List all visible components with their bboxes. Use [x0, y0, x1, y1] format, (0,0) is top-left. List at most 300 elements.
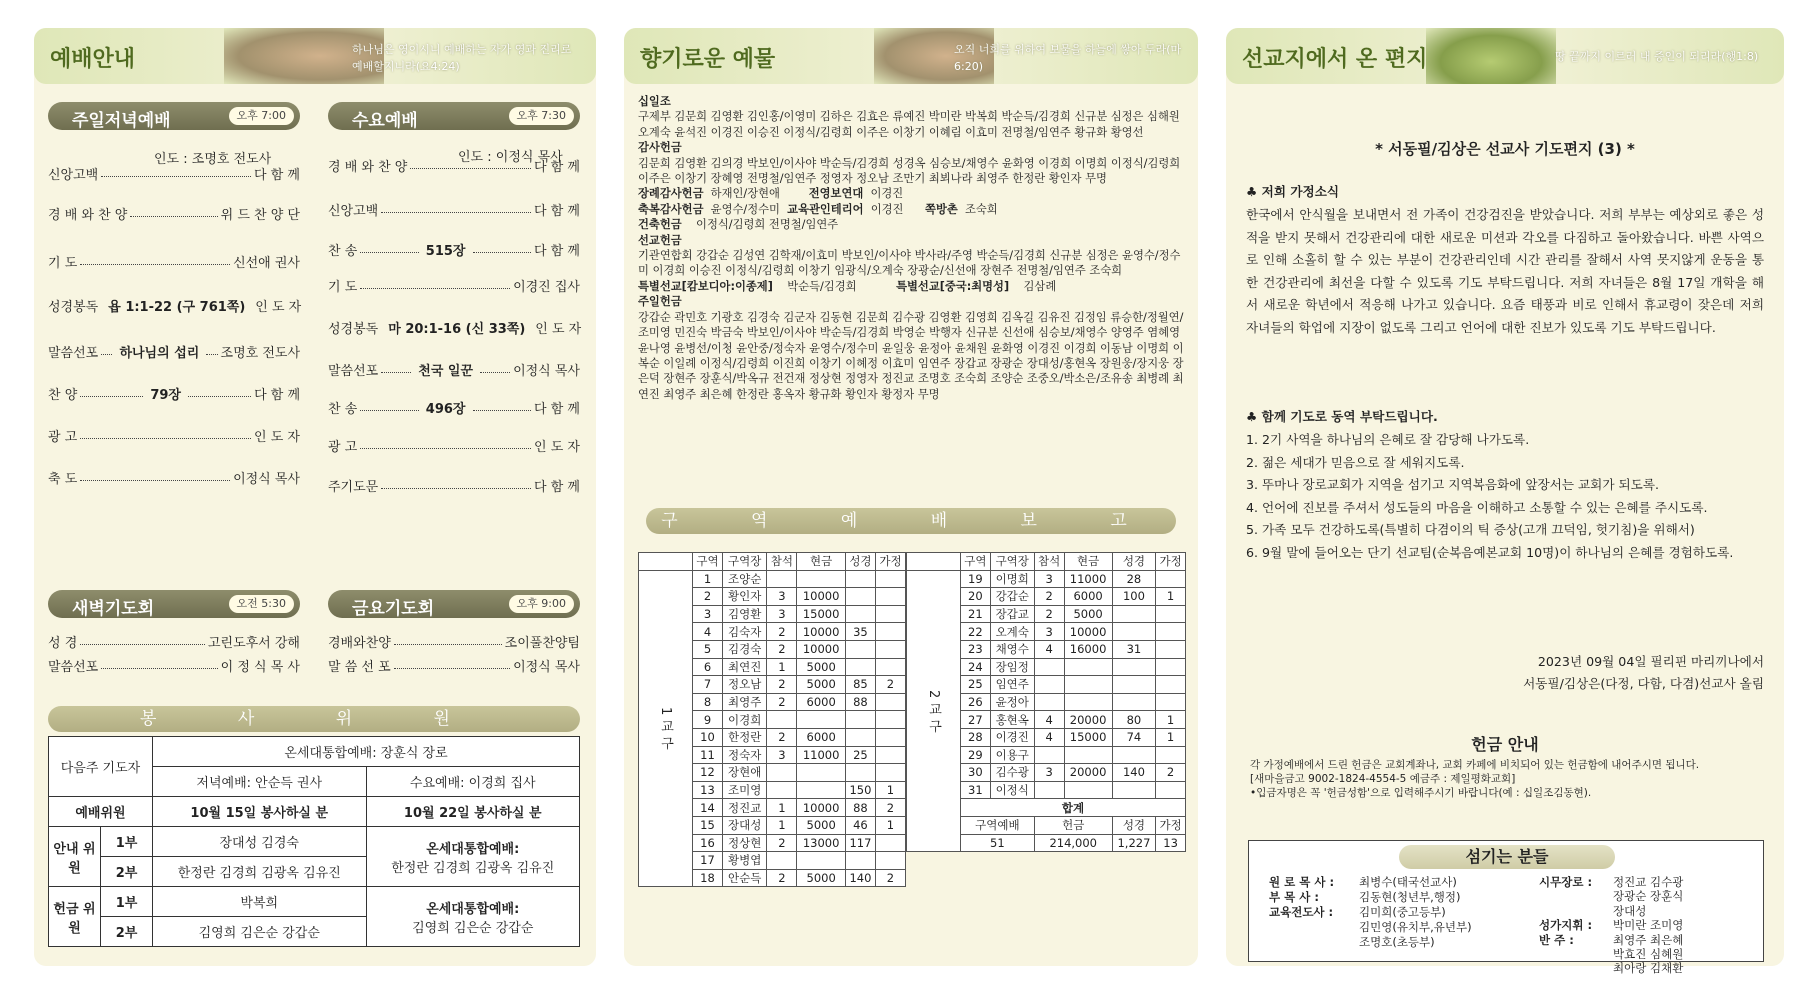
- report-cell: 합계: [961, 799, 1186, 817]
- report-cell: [875, 570, 905, 588]
- report-cell: 150: [845, 781, 875, 799]
- report-cell: [875, 852, 905, 870]
- report-cell: [875, 693, 905, 711]
- leader-dots: [381, 488, 531, 489]
- report-cell: [1064, 658, 1112, 676]
- report-cell: [1112, 658, 1156, 676]
- staff-box: [1248, 840, 1764, 976]
- staff-row: [1269, 875, 1472, 890]
- staff-names: 최병수(태국선교사): [1359, 875, 1457, 889]
- offering-names-2: 김영희 김은순 강갑순: [153, 917, 367, 947]
- order-row: [48, 384, 300, 403]
- jjokbang-names: 조숙희: [964, 202, 998, 216]
- report-cell: 15: [693, 816, 723, 834]
- order-row: [328, 436, 580, 455]
- order-value: 이 정 식 목 사: [220, 660, 300, 675]
- report-cell: 80: [1112, 711, 1156, 729]
- order-label: 찬 송: [328, 402, 358, 417]
- report-cell: [1156, 623, 1186, 641]
- guide-int-names: 한정란 김경희 김광옥 김유진: [391, 860, 555, 876]
- order-detail: 515장: [425, 244, 466, 259]
- report-cell: 11000: [1064, 570, 1112, 588]
- report-cell: [767, 852, 797, 870]
- order-detail: 496장: [425, 402, 466, 417]
- order-value: 이정식 목사: [233, 472, 300, 487]
- report-cell: 74: [1112, 728, 1156, 746]
- report-cell: 88: [845, 799, 875, 817]
- offering-guide-line1: 각 가정예배에서 드린 헌금은 교회계좌나, 교회 카페에 비치되어 있는 헌금함에 내어주시면 됩니다.: [1250, 759, 1700, 771]
- report-cell: [1064, 781, 1112, 799]
- order-value: 다 함 께: [534, 204, 580, 219]
- report-cell: 1: [1156, 711, 1186, 729]
- prayer-item: 5. 가족 모두 건강하도록(특별히 다겸이의 틱 증상(고개 끄덕임, 헛기침)을 위해서): [1246, 522, 1695, 538]
- report-cell: 2: [875, 869, 905, 887]
- offering-integrated: [366, 887, 580, 947]
- order-label: 광 고: [328, 440, 358, 455]
- report-cell: 3: [1034, 570, 1064, 588]
- report-cell: [875, 764, 905, 782]
- order-detail: 욥 1:1-22 (구 761쪽): [108, 300, 246, 315]
- blessing-thanks-title: 축복감사헌금: [638, 202, 704, 216]
- report-cell: [1064, 746, 1112, 764]
- report-cell: 10000: [797, 588, 846, 606]
- prayer-item: 4. 언어에 진보를 주셔서 성도들의 마음을 이해하고 소통할 수 있는 은혜를 주시도록.: [1246, 499, 1708, 515]
- report-cell: [797, 570, 846, 588]
- report-cell: 20000: [1064, 764, 1112, 782]
- report-cell: [1112, 746, 1156, 764]
- report-cell: [797, 711, 846, 729]
- offerings-banner: [624, 28, 1198, 84]
- staff-names: 장대성: [1613, 903, 1647, 918]
- report-cell: [767, 570, 797, 588]
- leader-dots: [394, 668, 510, 669]
- evening-prayer: 저녁예배: 안순득 권사: [153, 767, 367, 797]
- report-cell: 10: [693, 728, 723, 746]
- leader-dots: [206, 354, 217, 355]
- report-cell: 51: [961, 834, 1035, 852]
- report-cell: 장대성: [723, 816, 767, 834]
- report-cell: [797, 764, 846, 782]
- report-cell: 구역: [961, 553, 991, 571]
- report-cell: 2: [1034, 605, 1064, 623]
- leader-dots: [473, 410, 532, 411]
- report-cell: [1156, 640, 1186, 658]
- staff-role: 부 목 사 :: [1269, 890, 1319, 904]
- order-label: 말씀선포: [328, 364, 379, 379]
- mission-names: 기관연합회 강갑순 김성연 김학재/이효미 박보인/이사야 박사라/주영 박순득/김경희 신규분 심정은 윤영수/정수미 이경희 이승진 이정식/김령희 이창기 임광식/오계숙 장광순/신선애 장현주 전명철/임연주 조숙희: [638, 249, 1181, 278]
- report-cell: 3: [693, 605, 723, 623]
- report-cell: 6000: [797, 693, 846, 711]
- report-cell: [1034, 658, 1064, 676]
- staff-names: 김미희(중고등부): [1359, 905, 1446, 919]
- staff-row: [1539, 904, 1683, 918]
- order-label: 성경봉독: [328, 322, 379, 337]
- report-cell: 17: [693, 852, 723, 870]
- report-cell: 30: [961, 764, 991, 782]
- blessing-thanks-names: 윤영수/정수미: [710, 202, 780, 216]
- order-row: [48, 252, 300, 271]
- order-value: 인 도 자: [535, 322, 582, 337]
- report-cell: 이경희: [723, 711, 767, 729]
- report-cell: 윤정아: [990, 693, 1034, 711]
- district-table-right: [906, 552, 1186, 852]
- offerings-title: 향기로운 예물: [640, 47, 776, 72]
- prayer-item: 1. 2기 사역을 하나님의 은혜로 잘 감당해 나가도록.: [1246, 432, 1530, 447]
- staff-names: 박효진 심혜원: [1613, 947, 1684, 962]
- staff-role: 교육전도사 :: [1269, 905, 1334, 919]
- education-title: 교육관인테리어: [787, 202, 864, 216]
- order-label: 경 배 와 찬 양: [48, 208, 128, 223]
- report-cell: 1: [767, 816, 797, 834]
- report-cell: [1034, 746, 1064, 764]
- report-cell: [845, 640, 875, 658]
- report-cell: 140: [845, 869, 875, 887]
- report-cell: [797, 852, 846, 870]
- report-cell: 이경진: [990, 728, 1034, 746]
- integrated-prayer: 온세대통합예배: 장훈식 장로: [153, 737, 580, 767]
- report-cell: 2: [693, 588, 723, 606]
- funeral-thanks-names: 하재인/장현애: [710, 187, 780, 201]
- report-header-row: [639, 553, 906, 571]
- report-cell: [1156, 605, 1186, 623]
- building-names: 이정식/김령희 전명철/임연주: [696, 218, 839, 232]
- order-label: 축 도: [48, 472, 78, 487]
- report-cell: 25: [845, 746, 875, 764]
- funeral-thanks-title: 장례감사헌금: [638, 187, 704, 201]
- oct22-label: 10월 22일 봉사하실 분: [366, 797, 580, 827]
- offering-part2: 2부: [101, 917, 153, 947]
- mission-title: 선교헌금: [638, 233, 682, 247]
- report-cell: 조미영: [723, 781, 767, 799]
- report-cell: 15000: [1064, 728, 1112, 746]
- report-cell: 가정: [875, 553, 905, 571]
- report-cell: 장임정: [990, 658, 1034, 676]
- offering-label: 헌금 위원: [49, 887, 101, 947]
- report-cell: 29: [961, 746, 991, 764]
- report-cell: 46: [845, 816, 875, 834]
- report-cell: [875, 605, 905, 623]
- guide-names-1: 장대성 김경숙: [153, 827, 367, 857]
- report-cell: 채영수: [990, 640, 1034, 658]
- report-cell: 황병엽: [723, 852, 767, 870]
- worship-verse: 하나님은 영이시니 예배하는 자가 영과 진리로 예배할지니라(요4:24): [352, 43, 572, 73]
- offering-names-1: 박복희: [153, 887, 367, 917]
- table-row: [639, 570, 906, 588]
- report-cell: [845, 764, 875, 782]
- staff-left: [1269, 875, 1472, 950]
- leader-dots: [130, 216, 217, 217]
- report-cell: 20: [961, 588, 991, 606]
- report-cell: 오계숙: [990, 623, 1034, 641]
- report-cell: 가정: [1156, 553, 1186, 571]
- report-cell: 8: [693, 693, 723, 711]
- prayer-item: 2. 젊은 세대가 믿음으로 잘 세워지도록.: [1246, 454, 1465, 470]
- report-cell: [767, 781, 797, 799]
- report-cell: 성경: [1112, 816, 1156, 834]
- dawn-time: 오전 5:30: [229, 595, 294, 613]
- report-cell: [845, 570, 875, 588]
- wednesday-name: 수요예배: [352, 111, 418, 131]
- report-cell: 5000: [797, 816, 846, 834]
- report-cell: 16000: [1064, 640, 1112, 658]
- report-cell: 홍현옥: [990, 711, 1034, 729]
- report-cell: 가정: [1156, 816, 1186, 834]
- education-names: 이경진: [870, 202, 904, 216]
- order-detail: 하나님의 섭리: [119, 346, 200, 361]
- report-cell: 2: [1034, 588, 1064, 606]
- staff-right: [1539, 875, 1683, 976]
- leader-dots: [394, 644, 502, 645]
- report-cell: 2: [1156, 764, 1186, 782]
- report-cell: [845, 728, 875, 746]
- report-cell: 김수광: [990, 764, 1034, 782]
- report-cell: 5000: [797, 676, 846, 694]
- report-cell: 10000: [797, 623, 846, 641]
- order-detail: 천국 일꾼: [418, 364, 474, 379]
- report-cell: 214,000: [1034, 834, 1112, 852]
- worship-committee-label: 예배위원: [49, 797, 153, 827]
- special-mission-title: 특별선교[캄보디아:이종제]: [638, 279, 773, 293]
- wed-prayer: 수요예배: 이경희 집사: [366, 767, 580, 797]
- building-title: 건축헌금: [638, 218, 682, 232]
- special-mission-names: 박순득/김경희: [787, 279, 857, 293]
- report-cell: 4: [1034, 640, 1064, 658]
- report-cell: [875, 711, 905, 729]
- order-row: [328, 276, 580, 295]
- leader-dots: [80, 644, 205, 645]
- report-cell: 최영주: [723, 693, 767, 711]
- report-cell: 2: [875, 676, 905, 694]
- report-cell: [845, 711, 875, 729]
- order-label: 말 씀 선 포: [328, 660, 391, 675]
- prayer-item: 6. 9월 말에 들어오는 단기 선교팀(순복음예본교회 10명)이 하나님의 은혜를 경험하도록.: [1246, 544, 1734, 560]
- leader-dots: [80, 480, 230, 481]
- report-cell: [1034, 676, 1064, 694]
- leader-dots: [381, 372, 411, 373]
- order-detail: 79장: [150, 388, 181, 403]
- report-cell: [1156, 746, 1186, 764]
- special-mission-title2: 특별선교[중국:최명성]: [896, 279, 1010, 293]
- report-cell: [907, 553, 961, 571]
- report-cell: 11000: [797, 746, 846, 764]
- leader-dots: [480, 372, 510, 373]
- order-row: [328, 156, 580, 175]
- staff-names: 조명호(초등부): [1359, 935, 1435, 949]
- report-cell: 140: [1112, 764, 1156, 782]
- report-cell: 구역: [693, 553, 723, 571]
- report-cell: 성경: [1112, 553, 1156, 571]
- staff-row: [1539, 875, 1683, 889]
- prayer-request-title: ♣ 함께 기도로 동역 부탁드립니다.: [1246, 409, 1438, 424]
- report-cell: 최연진: [723, 658, 767, 676]
- report-cell: 1: [875, 781, 905, 799]
- leader-dots: [80, 264, 230, 265]
- report-cell: 21: [961, 605, 991, 623]
- report-cell: 5000: [797, 869, 846, 887]
- report-cell: 22: [961, 623, 991, 641]
- staff-role: 반 주 :: [1539, 932, 1574, 947]
- mission-banner: [1226, 28, 1784, 84]
- report-cell: 정숙자: [723, 746, 767, 764]
- staff-row: [1269, 890, 1472, 905]
- order-label: 성 경: [48, 636, 78, 651]
- report-cell: [845, 588, 875, 606]
- report-cell: 5000: [797, 658, 846, 676]
- report-cell: 28: [961, 728, 991, 746]
- staff-names: 김민영(유치부,유년부): [1359, 920, 1472, 934]
- weekly-names: 강갑순 곽민호 기광호 김경숙 김군자 김동현 김문희 김수광 김영환 김영희 김옥길 김유진 김정임 류승한/정월연/조미영 민진숙 박금숙 박보인/이사야 박순득/김경희 박영순 박행자 신규분 신선애 심승보/채영수 양영주 염혜영 윤나영 윤병선/이청 윤안중/정숙자 윤영수/정수미 윤일웅 윤정아 윤채원 윤화영 이경진 이경희 이동남 이명희 이복순 이일례 이정식/김령희 이진희 이창기 이혜정 이효미 임연주 장갑교 장광순 장대성/홍현옥 장원웅/장지웅 장은덕 장현주 장훈식/박옥규 전건재 정상현 정영자 정진교 조명호 조숙희 조양순 조중오/박소은/조유송 최병례 최연진 최영주 최은혜 한정란 홍옥자 황규화 황인자 황정자 무명: [638, 310, 1184, 401]
- report-cell: 6: [693, 658, 723, 676]
- offerings-verse: 오직 너희를 위하여 보물을 하늘에 쌓아 두라(마6:20): [954, 43, 1182, 73]
- report-cell: [767, 711, 797, 729]
- report-cell: [1112, 676, 1156, 694]
- report-cell: 현금: [1064, 553, 1112, 571]
- letter-heading: * 서동필/김상은 선교사 기도편지 (3) *: [1375, 140, 1635, 158]
- report-cell: 헌금: [1034, 816, 1112, 834]
- special-line-2: [638, 202, 1186, 217]
- offering-guide-text: [1250, 758, 1764, 800]
- special-mission-names2: 김삼례: [1023, 279, 1057, 293]
- special-mission-line: [638, 279, 1186, 294]
- report-cell: [1112, 781, 1156, 799]
- report-cell: 10000: [797, 799, 846, 817]
- report-cell: 3: [1034, 764, 1064, 782]
- order-row: [328, 360, 580, 379]
- leader-dots: [360, 252, 419, 253]
- sunday-evening-name: 주일저녁예배: [72, 111, 171, 131]
- order-label: 광 고: [48, 430, 78, 445]
- report-cell: 2: [875, 799, 905, 817]
- sunday-evening-time: 오후 7:00: [229, 107, 294, 125]
- off-int-names: 김영희 김은순 강갑순: [412, 920, 534, 936]
- report-cell: 2: [767, 869, 797, 887]
- report-cell: 참석: [767, 553, 797, 571]
- guide-part1: 1부: [101, 827, 153, 857]
- report-cell: 2: [767, 640, 797, 658]
- report-cell: 김경숙: [723, 640, 767, 658]
- report-cell: 2: [767, 623, 797, 641]
- report-cell: 10000: [797, 640, 846, 658]
- order-value: 인 도 자: [254, 430, 300, 445]
- report-cell: 1: [767, 799, 797, 817]
- off-int-label: 온세대통합예배:: [426, 901, 520, 917]
- report-cell: 3: [767, 588, 797, 606]
- report-cell: 구역예배: [961, 816, 1035, 834]
- report-cell: 1,227: [1112, 834, 1156, 852]
- report-cell: 24: [961, 658, 991, 676]
- report-cell: [1064, 693, 1112, 711]
- sunday-evening-header: [48, 102, 300, 130]
- report-cell: 12: [693, 764, 723, 782]
- order-value: 다 함 께: [534, 480, 580, 495]
- prayer-item: 3. 뚜마나 장로교회가 지역을 섬기고 지역복음화에 앞장서는 교회가 되도록.: [1246, 477, 1660, 493]
- staff-role: 성가지휘 :: [1539, 918, 1593, 933]
- staff-row: [1539, 889, 1683, 903]
- order-value: 위 드 찬 양 단: [220, 208, 300, 223]
- report-cell: [1156, 781, 1186, 799]
- order-value: 인 도 자: [534, 440, 580, 455]
- staff-names: 박미란 조미영: [1613, 918, 1684, 933]
- order-row: [328, 632, 580, 651]
- order-detail: 마 20:1-16 (신 33쪽): [388, 322, 526, 337]
- report-cell: 4: [1034, 711, 1064, 729]
- order-value: 이정식 목사: [513, 364, 580, 379]
- report-cell: 13: [693, 781, 723, 799]
- report-header-row: [907, 553, 1186, 571]
- report-cell: 4: [693, 623, 723, 641]
- report-cell: 31: [961, 781, 991, 799]
- report-cell: 한정란: [723, 728, 767, 746]
- report-cell: 15000: [797, 605, 846, 623]
- report-cell: 18: [693, 869, 723, 887]
- report-cell: [1156, 676, 1186, 694]
- order-row: [328, 200, 580, 219]
- staff-row: [1539, 961, 1683, 975]
- prayer-request-list: [1246, 429, 1764, 565]
- guide-names-2: 한정란 김경희 김광옥 김유진: [153, 857, 367, 887]
- order-value: 다 함 께: [534, 244, 580, 259]
- staff-row: [1539, 918, 1683, 932]
- order-row: [48, 656, 300, 675]
- weekly-title: 주일헌금: [638, 295, 682, 309]
- report-cell: 임연주: [990, 676, 1034, 694]
- sprouts-photo: [1426, 28, 1556, 84]
- report-cell: 김영환: [723, 605, 767, 623]
- leader-dots: [360, 410, 419, 411]
- mission-letter-title: 선교지에서 온 편지: [1242, 47, 1428, 72]
- leader-dots: [381, 212, 531, 213]
- report-cell: 20000: [1064, 711, 1112, 729]
- service-committee-title: 봉 사 위 원: [48, 706, 580, 732]
- order-value: 다 함 께: [254, 168, 300, 183]
- wednesday-header: [328, 102, 580, 130]
- leader-dots: [188, 396, 251, 397]
- report-cell: [1112, 623, 1156, 641]
- special2-title: 전영보연대: [808, 187, 864, 201]
- report-cell: 31: [1112, 640, 1156, 658]
- order-row: [328, 656, 580, 675]
- order-label: 말씀선포: [48, 660, 99, 675]
- leader-dots: [360, 448, 531, 449]
- district-table-left: [638, 552, 906, 887]
- offering-guide-note: •입금자명은 꼭 '헌금성함'으로 입력해주시기 바랍니다(예 : 십일조김동현).: [1250, 787, 1592, 799]
- report-cell: 27: [961, 711, 991, 729]
- report-cell: 28: [1112, 570, 1156, 588]
- dawn-name: 새벽기도회: [72, 599, 155, 619]
- report-cell: 7: [693, 676, 723, 694]
- report-cell: [875, 728, 905, 746]
- report-cell: 14: [693, 799, 723, 817]
- report-cell: 2: [767, 728, 797, 746]
- next-prayer-label: 다음주 기도자: [49, 737, 153, 797]
- staff-row: [1269, 905, 1472, 920]
- report-cell: 19: [961, 570, 991, 588]
- mission-panel: [1226, 28, 1784, 976]
- report-cell: 이정식: [990, 781, 1034, 799]
- report-cell: 정진교: [723, 799, 767, 817]
- report-cell: [875, 658, 905, 676]
- table-row: [907, 570, 1186, 588]
- report-cell: 6000: [1064, 588, 1112, 606]
- leader-dots: [80, 438, 251, 439]
- order-value: 이정식 목사: [513, 660, 580, 675]
- order-value: 인 도 자: [255, 300, 302, 315]
- sunday-leader: 인도 : 조명호 전도사: [154, 152, 272, 167]
- order-row: [328, 476, 580, 495]
- order-label: 주기도문: [328, 480, 379, 495]
- report-cell: [875, 834, 905, 852]
- report-cell: 117: [845, 834, 875, 852]
